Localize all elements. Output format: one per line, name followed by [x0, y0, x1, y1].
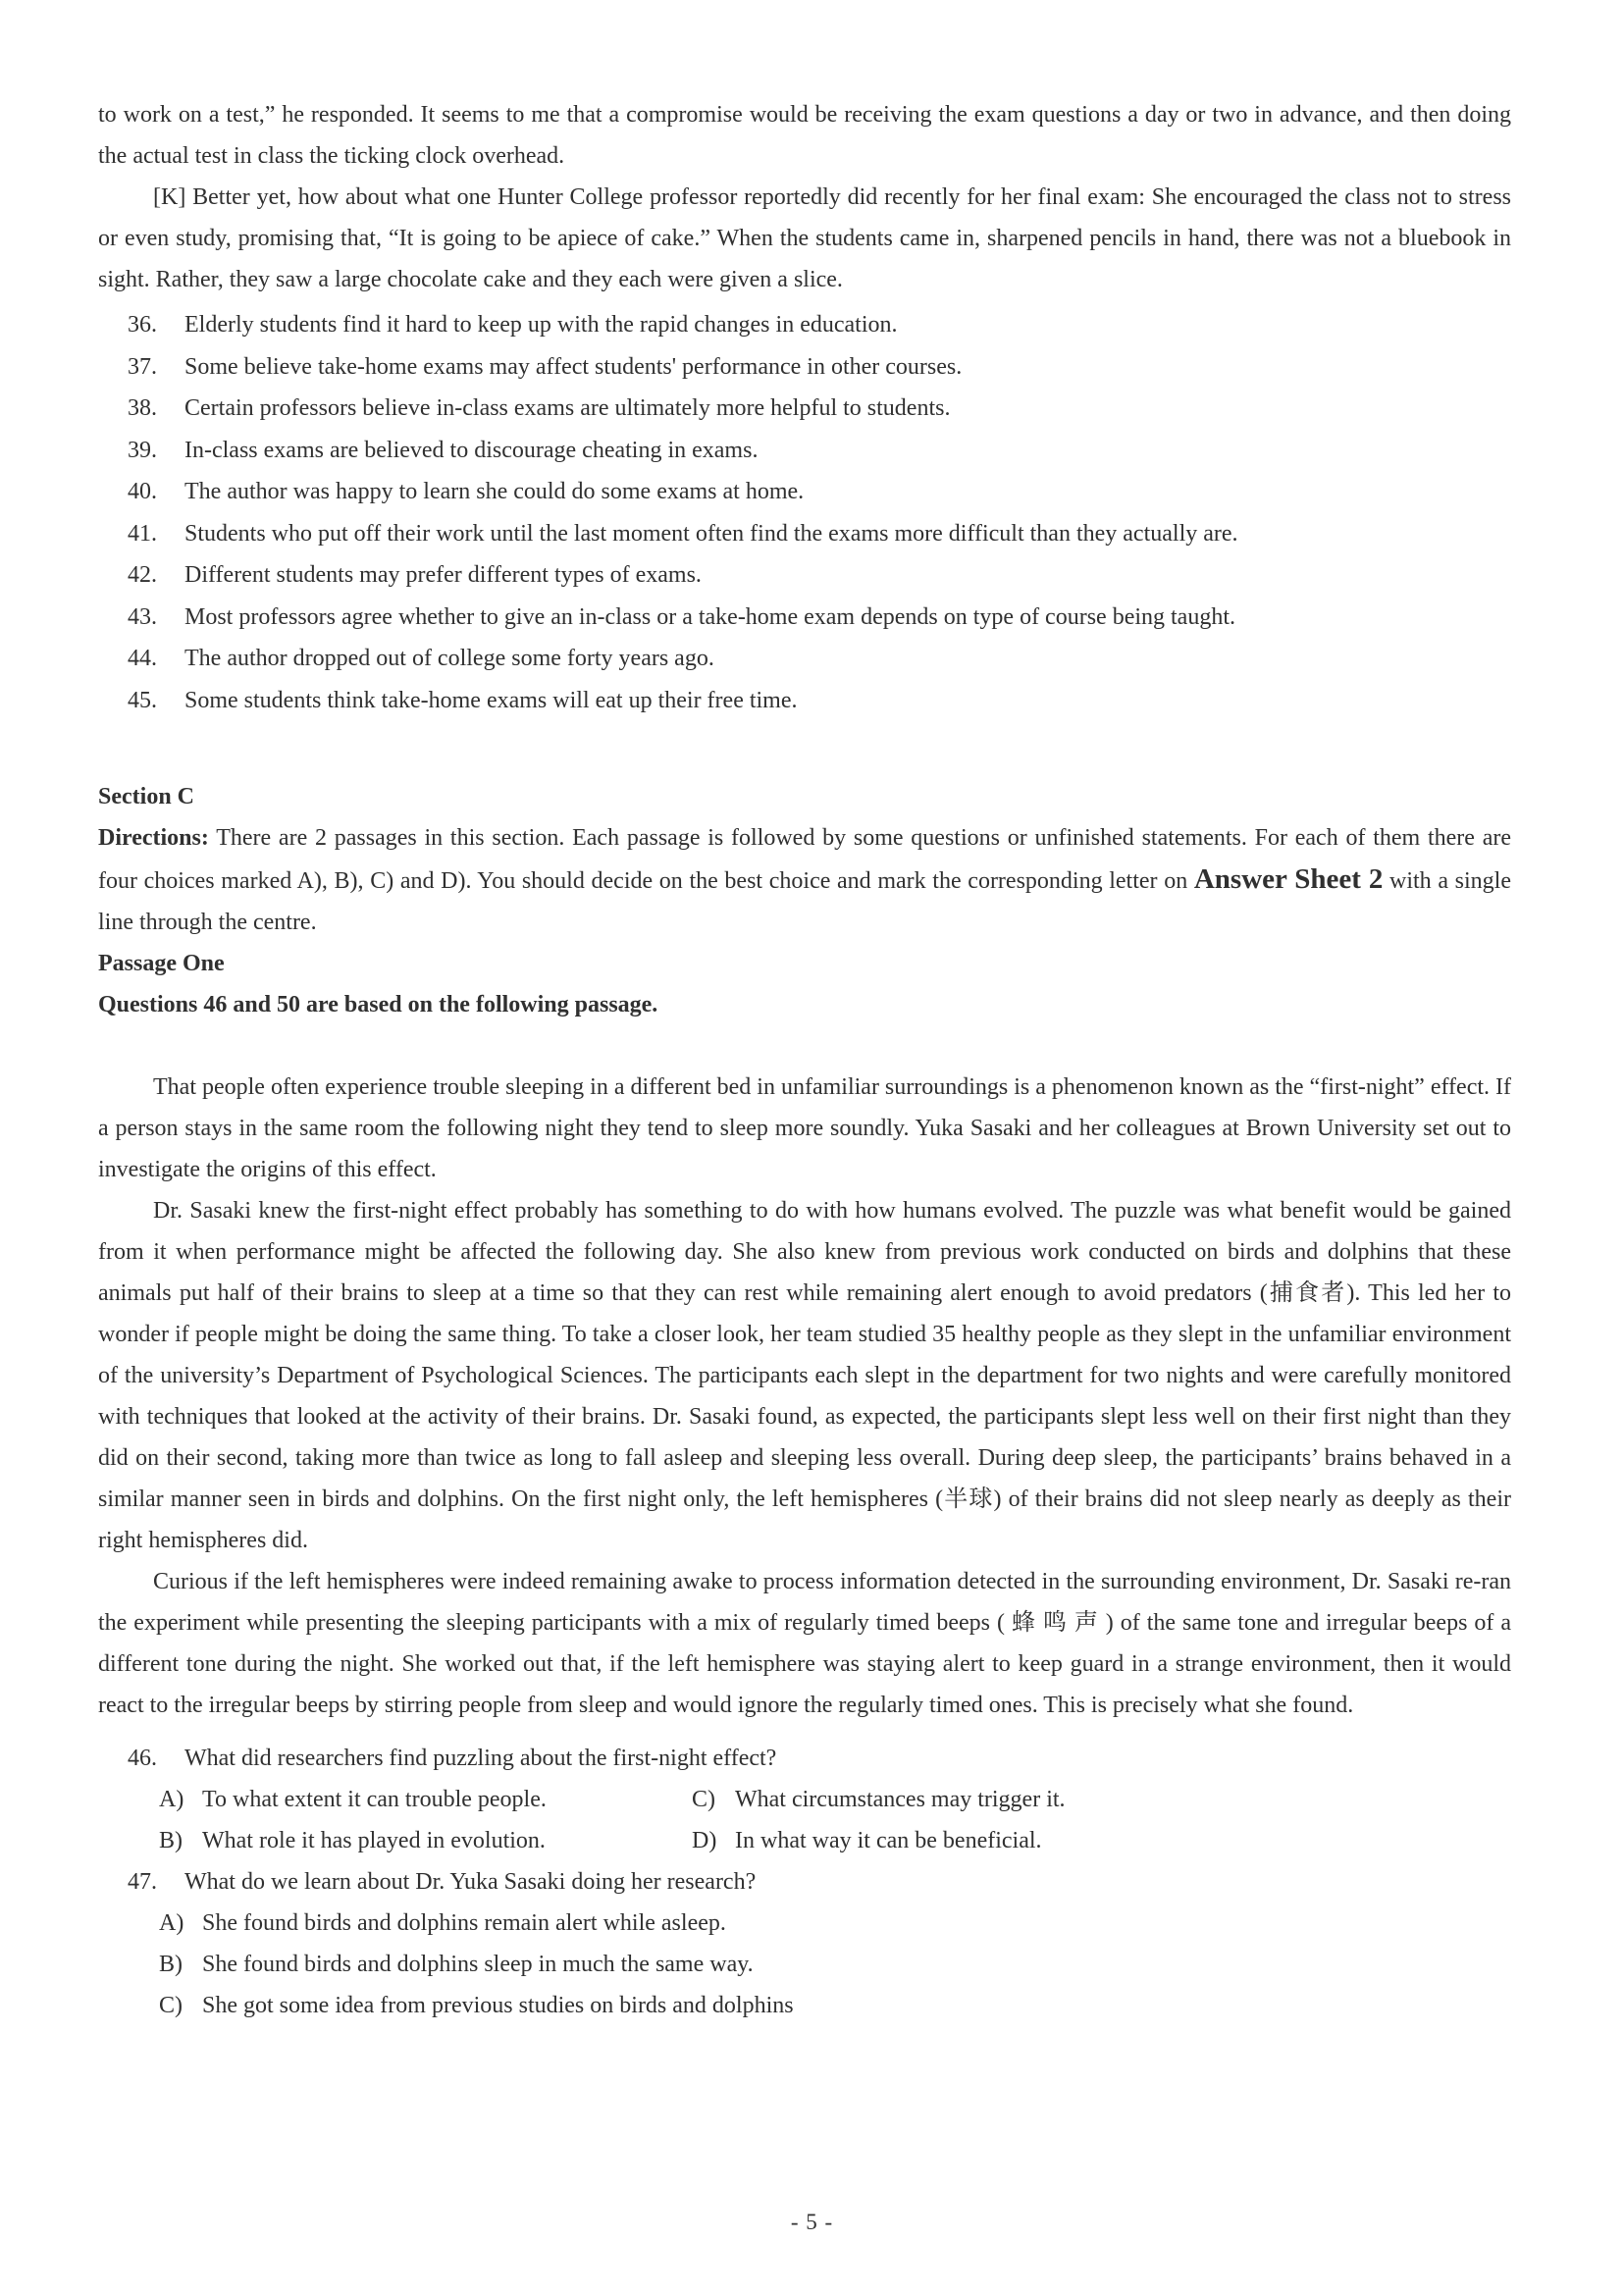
question-text: What do we learn about Dr. Yuka Sasaki doing her research?	[184, 1869, 757, 1895]
paragraph-continuation: to work on a test,” he responded. It seems to me that a compromise would be receiving the exam questions a day or two in advance, and then doing the actual test in class the ticking clock overhead.	[98, 102, 1511, 169]
statement-item-38	[128, 388, 1511, 430]
statement-number: 43.	[128, 603, 157, 630]
statement-number: 41.	[128, 520, 157, 547]
statement-item-41	[128, 513, 1511, 555]
option-text: She found birds and dolphins remain alert while asleep.	[202, 1910, 726, 1936]
option-text: What role it has played in evolution.	[202, 1828, 546, 1853]
page-number: - 5 -	[790, 2210, 834, 2234]
question-47-title	[128, 1861, 1511, 1903]
directions-paragraph	[98, 817, 1511, 943]
passage-paragraph-1: That people often experience trouble sleeping in a different bed in unfamiliar surroundings is a phenomenon known as the “first-night” effect. If a person stays in the same room the following night they tend to sleep more soundly. Yuka Sasaki and her colleagues at Brown University set out to investigate the origins of this effect.	[98, 1074, 1511, 1182]
option-label: B)	[159, 1828, 183, 1853]
question-46	[98, 1738, 1511, 1861]
question-47-options	[159, 1903, 1511, 2026]
passage-paragraph-2: Dr. Sasaki knew the first-night effect probably has something to do with how humans evolved. The puzzle was what benefit would be gained from it when performance might be affected the following day. She also knew from previous work conducted on birds and dolphins that these animals put half of their brains to sleep at a time so that they can rest while remaining alert enough to avoid predators (捕食者). This led her to wonder if people might be doing the same thing. To take a closer look, her team studied 35 healthy people as they slept in the unfamiliar environment of the university’s Department of Psychological Sciences. The participants each slept in the department for two nights and were carefully monitored with techniques that looked at the activity of their brains. Dr. Sasaki found, as expected, the participants slept less well on their first night than they did on their second, taking more than twice as long to fall asleep and sleeping less overall. During deep sleep, the participants’ brains behaved in a similar manner seen in birds and dolphins. On the first night only, the left hemispheres (半球) of their brains did not sleep nearly as deeply as their right hemispheres did.	[98, 1198, 1511, 1553]
option-text: She found birds and dolphins sleep in much the same way.	[202, 1952, 754, 1977]
question-46-options	[159, 1779, 1511, 1861]
option-text: To what extent it can trouble people.	[202, 1787, 547, 1812]
question-text: What did researchers find puzzling about the first-night effect?	[184, 1746, 777, 1771]
statement-item-40	[128, 471, 1511, 513]
statement-item-43	[128, 597, 1511, 639]
option-label: C)	[692, 1787, 715, 1812]
option-46-a	[159, 1779, 692, 1820]
statement-item-45	[128, 680, 1511, 722]
option-47-a	[159, 1903, 1511, 1944]
statement-text: Students who put off their work until the last moment often find the exams more difficult than they actually are.	[184, 520, 1238, 547]
statement-text: Some students think take-home exams will eat up their free time.	[184, 687, 798, 713]
option-text: What circumstances may trigger it.	[735, 1787, 1066, 1812]
statement-text: Elderly students find it hard to keep up with the rapid changes in education.	[184, 312, 898, 338]
statement-item-39	[128, 430, 1511, 472]
option-47-b	[159, 1944, 1511, 1985]
directions-text-before: There are 2 passages in this section. Each passage is followed by some questions or unfinished statements. For each of them there are four choices marked A), B), C) and D). You should decide on the best choice and mark the corresponding letter on	[98, 825, 1511, 894]
option-text: In what way it can be beneficial.	[735, 1828, 1042, 1853]
option-label: D)	[692, 1828, 717, 1853]
directions-text-after: with a single line through the centre.	[98, 868, 1511, 935]
statement-number: 42.	[128, 562, 157, 588]
passage-questions-note: Questions 46 and 50 are based on the following passage.	[98, 992, 658, 1017]
option-46-b	[159, 1820, 692, 1861]
statement-item-36	[128, 304, 1511, 346]
question-46-title	[128, 1738, 1511, 1779]
statement-text: Most professors agree whether to give an in-class or a take-home exam depends on type of course being taught.	[184, 603, 1235, 630]
statement-text: Certain professors believe in-class exams are ultimately more helpful to students.	[184, 395, 951, 421]
section-c-heading: Section C	[98, 784, 194, 809]
statement-number: 36.	[128, 312, 157, 338]
option-label: A)	[159, 1910, 184, 1936]
passage-one-heading: Passage One	[98, 951, 225, 976]
blank-line	[98, 1025, 1511, 1067]
statement-item-42	[128, 554, 1511, 597]
statement-number: 40.	[128, 479, 157, 504]
statement-item-37	[128, 346, 1511, 389]
statement-text: The author was happy to learn she could do some exams at home.	[184, 479, 805, 504]
statement-text: In-class exams are believed to discourage cheating in exams.	[184, 437, 759, 463]
paragraph-k: [K] Better yet, how about what one Hunter College professor reportedly did recently for her final exam: She encouraged the class not to stress or even study, promising that, “It is going to be apiece of cake.” When the students came in, sharpened pencils in hand, there was not a bluebook in sight. Rather, they saw a large chocolate cake and they each were given a slice.	[98, 184, 1511, 292]
option-47-c	[159, 1985, 1511, 2026]
directions-label: Directions:	[98, 825, 209, 851]
option-label: C)	[159, 1993, 183, 2018]
question-47	[98, 1861, 1511, 2026]
option-46-d	[692, 1820, 1511, 1861]
question-number: 46.	[128, 1746, 157, 1771]
statement-number: 38.	[128, 395, 157, 421]
statement-item-44	[128, 638, 1511, 680]
statement-list	[98, 304, 1511, 721]
question-number: 47.	[128, 1869, 157, 1895]
option-text: She got some idea from previous studies on birds and dolphins	[202, 1993, 794, 2018]
statement-text: Different students may prefer different types of exams.	[184, 562, 702, 588]
statement-text: Some believe take-home exams may affect students' performance in other courses.	[184, 353, 963, 380]
option-label: A)	[159, 1787, 184, 1812]
option-label: B)	[159, 1952, 183, 1977]
statement-text: The author dropped out of college some forty years ago.	[184, 646, 714, 671]
statement-number: 37.	[128, 353, 157, 380]
passage-paragraph-3: Curious if the left hemispheres were indeed remaining awake to process information detected in the surrounding environment, Dr. Sasaki re-ran the experiment while presenting the sleeping participants with a mix of regularly timed beeps ( 蜂 鸣 声 ) of the same tone and irregular beeps of a different tone during the night. She worked out that, if the left hemisphere was staying alert to keep guard in a strange environment, then it would react to the irregular beeps by stirring people from sleep and would ignore the regularly timed ones. This is precisely what she found.	[98, 1569, 1511, 1718]
answer-sheet-reference: Answer Sheet 2	[1193, 863, 1384, 895]
option-46-c	[692, 1779, 1511, 1820]
statement-number: 45.	[128, 687, 157, 713]
statement-number: 39.	[128, 437, 157, 463]
statement-number: 44.	[128, 646, 157, 671]
